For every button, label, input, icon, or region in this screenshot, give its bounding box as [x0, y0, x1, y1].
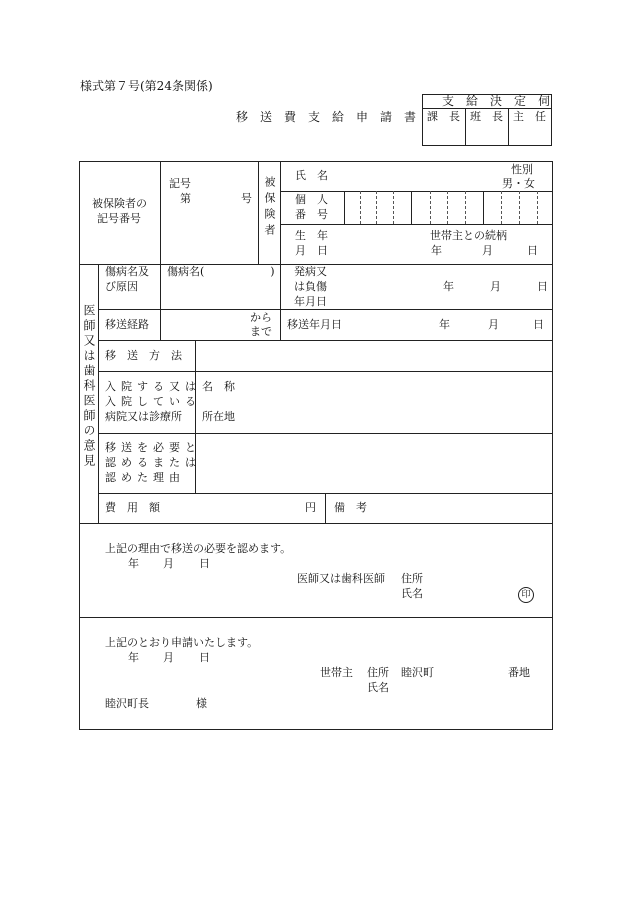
transfer-day-unit: 日 — [533, 318, 544, 331]
doctor-address-label: 住所 — [401, 572, 423, 585]
transport-method-label: 移 送 方 法 — [105, 349, 182, 362]
transfer-month-unit: 月 — [488, 318, 499, 331]
onset-label-2: は負傷 — [294, 280, 327, 293]
birth-day-unit: 日 — [527, 244, 538, 257]
kigo-label: 記号 — [169, 177, 191, 190]
approval-col-kacho: 課 長 — [427, 110, 460, 123]
relation-label: 世帯主との続柄 — [430, 229, 507, 242]
personal-number-label-2: 番 号 — [295, 208, 328, 221]
reason-label-2: 認めるまたは — [105, 456, 201, 469]
insured-number-label-2: 記号番号 — [97, 212, 141, 225]
approval-title: 支 給 決 定 伺 — [442, 94, 551, 108]
doctor-signer-label: 医師又は歯科医師 — [297, 572, 385, 585]
reason-label-3: 認めた理由 — [105, 471, 185, 484]
transfer-year-unit: 年 — [439, 318, 450, 331]
app-month-unit: 月 — [163, 651, 174, 664]
birth-month-unit: 月 — [482, 244, 493, 257]
approval-col-shunin: 主 任 — [513, 110, 546, 123]
onset-year-unit: 年 — [443, 280, 454, 293]
approval-col-hancho: 班 長 — [470, 110, 503, 123]
household-head-label: 世帯主 — [320, 666, 353, 679]
form-number: 様式第７号(第24条関係) — [80, 79, 213, 93]
doctor-opinion-vertical-label: 医師又は歯科医師の意見 — [82, 304, 96, 469]
route-to-label: まで — [250, 325, 272, 338]
sex-options: 男・女 — [502, 177, 535, 190]
hospital-address-label: 所在地 — [202, 410, 235, 423]
remarks-label: 備 考 — [334, 501, 367, 514]
reason-label-1: 移送を必要と — [105, 441, 201, 454]
app-year-unit: 年 — [128, 651, 139, 664]
applicant-address-label: 住所 — [367, 666, 389, 679]
yen-unit: 円 — [305, 501, 316, 514]
addressee-honorific: 様 — [196, 697, 207, 710]
hospital-label-3: 病院又は診療所 — [105, 410, 182, 423]
sex-label: 性別 — [511, 163, 533, 176]
onset-label-3: 年月日 — [294, 295, 327, 308]
route-from-label: から — [250, 311, 272, 324]
gou-label: 号 — [241, 192, 252, 205]
hospital-name-label: 名 称 — [202, 380, 235, 393]
insured-number-label-1: 被保険者の — [92, 197, 147, 210]
transfer-date-label: 移送年月日 — [287, 318, 342, 331]
birth-year-unit: 年 — [431, 244, 442, 257]
addressee: 睦沢町長 — [105, 697, 149, 710]
cert-year-unit: 年 — [128, 557, 139, 570]
dai-label: 第 — [180, 192, 191, 205]
cost-label: 費 用 額 — [105, 501, 160, 514]
route-label: 移送経路 — [105, 318, 149, 331]
disease-label-1: 傷病名及 — [105, 265, 149, 278]
birth-label-1: 生 年 — [295, 229, 328, 242]
personal-number-label-1: 個 人 — [295, 193, 328, 206]
name-label: 氏 名 — [295, 169, 328, 182]
cert-day-unit: 日 — [199, 557, 210, 570]
hospital-label-1: 入院する又は — [105, 380, 201, 393]
application-statement: 上記のとおり申請いたします。 — [105, 636, 259, 649]
hospital-label-2: 入院している — [105, 395, 201, 408]
cert-month-unit: 月 — [163, 557, 174, 570]
disease-name-field[interactable]: 傷病名( ) — [167, 265, 275, 278]
insured-vertical-label: 被保険者 — [263, 176, 276, 240]
seal-icon: 印 — [518, 587, 534, 603]
doctor-name-label: 氏名 — [401, 587, 423, 600]
onset-month-unit: 月 — [490, 280, 501, 293]
certification-statement: 上記の理由で移送の必要を認めます。 — [105, 542, 292, 555]
disease-label-2: び原因 — [105, 280, 138, 293]
banchi-label: 番地 — [508, 666, 530, 679]
applicant-town: 睦沢町 — [401, 666, 434, 679]
onset-day-unit: 日 — [537, 280, 548, 293]
app-day-unit: 日 — [199, 651, 210, 664]
birth-label-2: 月 日 — [295, 244, 328, 257]
form-title: 移 送 費 支 給 申 請 書 — [236, 110, 417, 124]
onset-label-1: 発病又 — [294, 265, 327, 278]
applicant-name-label: 氏名 — [367, 681, 389, 694]
